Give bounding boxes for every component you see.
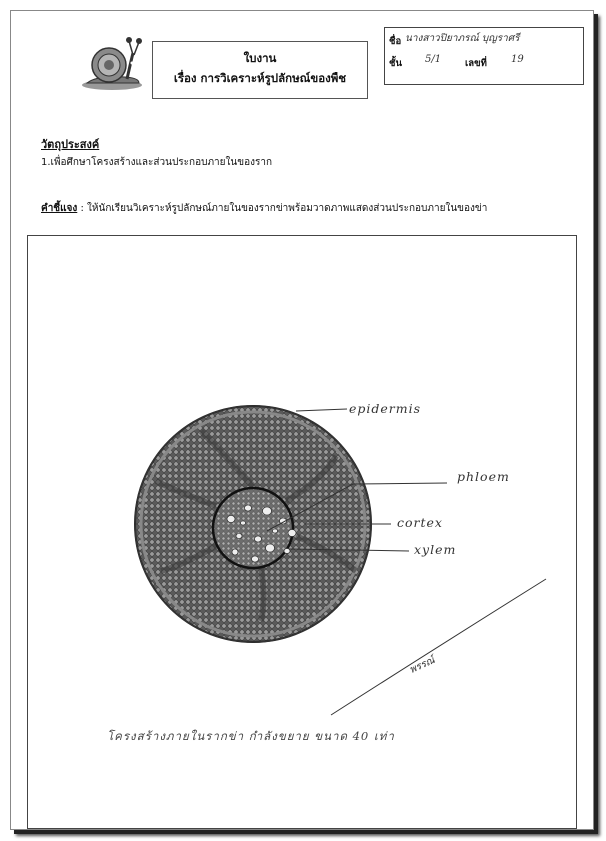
- drawing-caption: โครงสร้างภายในรากข่า กำลังขยาย ขนาด 40 เท่า: [107, 729, 395, 743]
- instruction-label: คำชี้แจง: [41, 203, 78, 214]
- objective-heading: วัตถุประสงค์: [41, 138, 100, 151]
- class-label: ชั้น: [389, 58, 402, 69]
- name-label: ชื่อ: [389, 36, 402, 47]
- label-cortex: cortex: [397, 515, 443, 530]
- instruction-text: : ให้นักเรียนวิเคราะห์รูปลักษณ์ภายในของรากข่าพร้อมวาดภาพแสดงส่วนประกอบภายในของข่า: [77, 203, 488, 214]
- worksheet-page: [10, 10, 594, 830]
- name-value: นางสาวปิยาภรณ์ บุญราศรี: [405, 33, 520, 44]
- class-value: 5/1: [425, 54, 442, 65]
- objective-item: 1.เพื่อศึกษาโครงสร้างและส่วนประกอบภายในของราก: [41, 157, 273, 168]
- number-value: 19: [511, 54, 524, 65]
- worksheet-title: ใบงาน: [243, 51, 277, 65]
- teacher-signature: พรรณ์: [407, 654, 437, 677]
- label-epidermis: epidermis: [349, 401, 422, 416]
- label-phloem: phloem: [457, 469, 510, 484]
- root-cross-section-drawing: [11, 11, 593, 829]
- label-xylem: xylem: [414, 542, 457, 557]
- worksheet-subject: เรื่อง การวิเคราะห์รูปลักษณ์ของพืช: [173, 71, 347, 85]
- number-label: เลขที่: [465, 58, 487, 69]
